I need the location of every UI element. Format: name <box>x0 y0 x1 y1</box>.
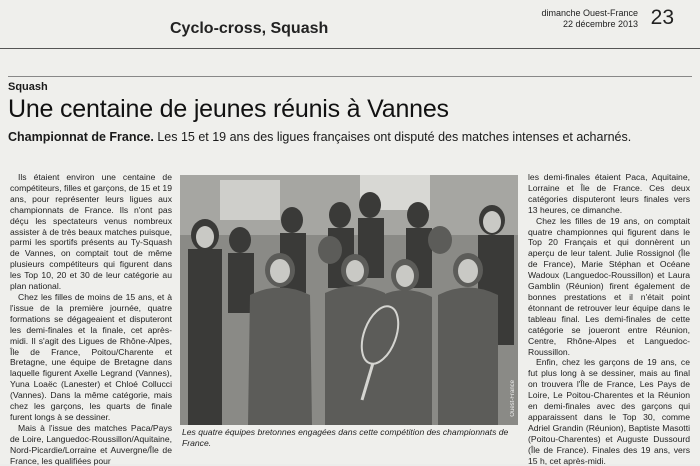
section-title: Cyclo-cross, Squash <box>170 20 329 37</box>
team-photo <box>180 175 518 425</box>
article-column-1 <box>10 172 172 466</box>
article-column-3 <box>528 172 690 466</box>
lede-bold: Championnat de France. <box>8 130 154 144</box>
issue-date <box>541 8 638 30</box>
article-headline: Une centaine de jeunes réunis à Vannes <box>8 95 449 123</box>
page-number: 23 <box>650 6 674 29</box>
header-rule <box>0 48 700 49</box>
section-rule <box>8 76 692 77</box>
article-kicker: Squash <box>8 81 48 93</box>
issue-date-line2: 22 décembre 2013 <box>562 19 638 29</box>
paragraph: Chez les filles de moins de 15 ans, et à l'issue de la première journée, quatre formations se dégageaient et disputeront les demi-finales et la finale, cet après-midi. Il s'agit des Ligues de Rhône-Alpes, Île de France, Poitou/Charente et Bretagne, une équipe de Bretagne dans laquelle figurent Axelle Legrand (Vannes), Yuna Loaëc (Lanester) et Chloé Collucci (Vannes). Dans la même catégorie, mais chez les garçons, les quarts de finale furent longs à se dessiner. <box>10 291 172 422</box>
paragraph: Chez les filles de 19 ans, on comptait quatre championnes qui figurent dans le Top 20 Français et qui donnèrent un aperçu de leur talent. Julie Rossignol (Île de France), Marie Stéphan et Océane Wadoux (Languedoc-Roussillon) et Laura Gamblin (Réunion) firent également de bonnes prestations et il n'était point étonnant de retrouver leur équipe dans le tableau final. Les demi-finales de cette catégorie se joueront entre Réunion, Centre, Rhône-Alpes et Languedoc-Roussillon. <box>528 215 690 357</box>
photo-caption: Les quatre équipes bretonnes engagées dans cette compétition des championnats de France. <box>182 427 509 448</box>
team-photo-illustration <box>180 175 518 425</box>
article-lede <box>8 130 648 145</box>
paragraph: les demi-finales étaient Paca, Aquitaine, Lorraine et Île de France. Ces deux catégories disputeront leurs finales vers 13 heures, ce dimanche. <box>528 172 690 215</box>
paragraph: Enfin, chez les garçons de 19 ans, ce fut plus long à se dessiner, mais au final on trouvera l'Île de France, Les Pays de Loire, Le Poitou-Charentes et la Réunion en demi-finales avec des garçons qui apparaissent dans le Top 30, comme Adriel Grandin (Réunion), Baptiste Masotti (Poitou-Charentes) et Auguste Dussourd (Île de France). Finales des 19 ans, vers 15 h, cet après-midi. <box>528 357 690 466</box>
paragraph: Ils étaient environ une centaine de compétiteurs, filles et garçons, de 15 et 19 ans, pour représenter leurs ligues aux championnats de France. Ils n'ont pas déçu les spectateurs venus nombreux assister à de très beaux matches puisque, parmi les sportifs présents au Ty-Squash de Vannes, on comptait tout de même plusieurs compétiteurs qui figurent dans les Top 10, 20 et 30 de leur catégorie au plan national. <box>10 172 172 292</box>
issue-date-line1: dimanche Ouest-France <box>541 8 638 18</box>
lede-text: Les 15 et 19 ans des ligues françaises ont disputé des matches intenses et acharnés. <box>153 130 632 144</box>
paragraph: Mais à l'issue des matches Paca/Pays de Loire, Languedoc-Roussillon/Aquitaine, Nord-Picardie/Lorraine et Auvergne/Île de France, les qualifiées pour <box>10 422 172 466</box>
photo-credit: Ouest-France <box>510 380 516 417</box>
